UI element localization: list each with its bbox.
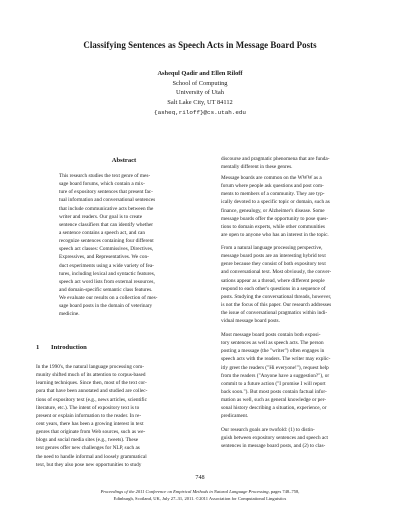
text-line: tory sentences as well as speech acts. The person — [221, 340, 324, 347]
text-line: mation as well, such as general knowledge or per- — [221, 397, 327, 404]
text-line: medicine. — [59, 311, 80, 318]
text-line: and conversational text. Most obviously, the conver- — [221, 269, 332, 276]
text-line: sentence classifiers that can identify whether — [59, 221, 154, 228]
text-line: writer and readers. Our goal is to create — [59, 213, 143, 220]
text-line: mentally different in these genres. — [221, 164, 293, 171]
affiliation-line: School of Computing — [172, 79, 228, 87]
author-names: Ashequl Qadir and Ellen Riloff — [157, 70, 243, 77]
text-line: sations appear as a thread, where different people — [221, 277, 325, 284]
text-line: from the readers ("Anyone have a suggestion?"), or — [221, 372, 330, 379]
text-line: Most message board posts contain both exposi- — [221, 332, 321, 338]
text-line: ture of expository sentences that present fac- — [59, 189, 153, 196]
text-line: tions of expository text (e.g., news articles, scientific — [36, 396, 147, 403]
text-line: tures, including lexical and syntactic features, — [59, 270, 156, 277]
right-paragraph — [221, 155, 397, 171]
text-line: Message boards are common on the WWW as a — [221, 175, 322, 181]
text-line: Expressives, and Representatives. We con- — [59, 254, 149, 261]
affiliation-line: Salt Lake City, UT 84112 — [167, 99, 233, 107]
text-line: the need to handle informal and loosely grammatical — [36, 453, 147, 460]
section-title: Introduction — [51, 344, 87, 351]
text-line: duct experiments using a wide variety of fea- — [59, 262, 154, 269]
text-line: and domain-specific semantic class features. — [59, 286, 153, 293]
text-line: genre because they consist of both expository text — [221, 261, 326, 268]
text-line: sage board posts in the domain of veterinary — [59, 303, 153, 310]
text-line: discourse and pragmatic phenomena that are funda- — [221, 156, 330, 162]
text-line: present or explain information to the reader. In re- — [36, 412, 142, 419]
text-line: are open to anyone who has an interest in the topic. — [221, 231, 329, 238]
text-line: From a natural language processing perspective, — [221, 245, 323, 251]
text-line: sage board forums, which contain a mix- — [59, 181, 145, 188]
text-line: text, but they also pose new opportunities to study — [36, 461, 142, 468]
section-heading — [36, 344, 87, 351]
text-line: munity shifted much of its attention to corpus-based — [36, 372, 146, 379]
text-line: In the 1990's, the natural language processing com- — [36, 364, 144, 370]
text-line: a sentence contains a speech act, and can — [59, 229, 145, 236]
text-line: posts. Studying the conversational threads, however, — [221, 293, 332, 300]
paper-title: Classifying Sentences as Speech Acts in Message Board Posts — [83, 40, 317, 50]
section-number: 1 — [36, 344, 40, 351]
text-line: posting a message (the "writer") often engages in — [221, 348, 325, 355]
abstract-heading: Abstract — [111, 157, 137, 164]
text-line: speech act word lists from external resources, — [59, 278, 155, 285]
text-line: blogs and social media sites (e.g., tweets). These — [36, 437, 139, 444]
right-paragraph — [221, 426, 397, 450]
author-block — [100, 69, 300, 118]
proceedings-footer — [20, 489, 380, 502]
text-line: pora that have been annotated and studied are collec- — [36, 388, 148, 395]
text-line: back soon."). But most posts contain factual infor- — [221, 388, 327, 395]
introduction-body — [36, 363, 212, 469]
text-line: message board posts are an interesting hybrid text — [221, 253, 326, 260]
text-line: speech act classes: Commissives, Directives, — [59, 246, 154, 253]
text-line: vidual message board posts. — [221, 318, 280, 325]
footer-pages: , pages 748–758, — [268, 489, 300, 494]
text-line: message boards offer the opportunity to pose ques- — [221, 215, 329, 222]
page-number: 748 — [195, 474, 205, 481]
text-line: guish between expository sentences and speech act — [221, 435, 329, 442]
right-paragraph — [221, 244, 397, 325]
text-line: We evaluate our results on a collection of mes- — [59, 295, 158, 302]
text-line: finance, genealogy, or Alzheimer's disease. Some — [221, 207, 325, 214]
text-line: text genres offer new challenges for NLP, such as — [36, 445, 140, 452]
text-line: recognize sentences containing four different — [59, 238, 154, 245]
text-line: ments to members of a community. They are typ- — [221, 191, 325, 198]
text-line: tual information and conversational sentences — [59, 197, 156, 204]
text-line: learning techniques. Since then, most of the text cor- — [36, 380, 147, 387]
text-line: sentences in message board posts, and (2) to clas- — [221, 443, 326, 450]
text-line: predicament. — [221, 413, 249, 420]
text-line: literature, etc.). The intent of expository text is to — [36, 404, 140, 411]
text-line: forum where people ask questions and post com- — [221, 183, 324, 190]
text-line: speech acts with the readers. The writer may explic- — [221, 356, 331, 363]
right-paragraph — [221, 174, 397, 239]
text-line: cent years, there has been a growing interest in text — [36, 420, 144, 427]
text-line: This research studies the text genre of mes- — [59, 173, 151, 179]
abstract-body — [59, 172, 189, 319]
text-line: the issue of conversational pragmatics within indi- — [221, 310, 328, 317]
text-line: sonal history describing a situation, experience, or — [221, 405, 327, 412]
footer-venue: Edinburgh, Scotland, UK, July 27–31, 2011. ©2011 Association for Computational Linguistics — [113, 495, 287, 501]
text-line: that include communicative acts between the — [59, 205, 154, 212]
text-line: ically devoted to a specific topic or domain, such as — [221, 199, 330, 206]
text-line: itly greet the readers ("Hi everyone!"), request help — [221, 364, 329, 371]
text-line: commit to a future action ("I promise I will report — [221, 380, 326, 387]
text-line: Our research goals are twofold: (1) to distin- — [221, 427, 315, 433]
author-email: {asheq,riloff}@cs.utah.edu — [154, 108, 246, 116]
right-paragraph — [221, 331, 397, 421]
text-line: is not the focus of this paper. Our research addresses — [221, 301, 332, 308]
text-line: respond to each other's questions in a sequence of — [221, 285, 326, 292]
text-line: genres that originate from Web sources, such as we- — [36, 429, 146, 436]
affiliation-line: University of Utah — [176, 89, 224, 97]
text-line: tions to domain experts, while other communities — [221, 223, 325, 230]
footer-proceedings: Proceedings of the 2011 Conference on Empirical Methods in Natural Language Processing — [100, 489, 269, 494]
